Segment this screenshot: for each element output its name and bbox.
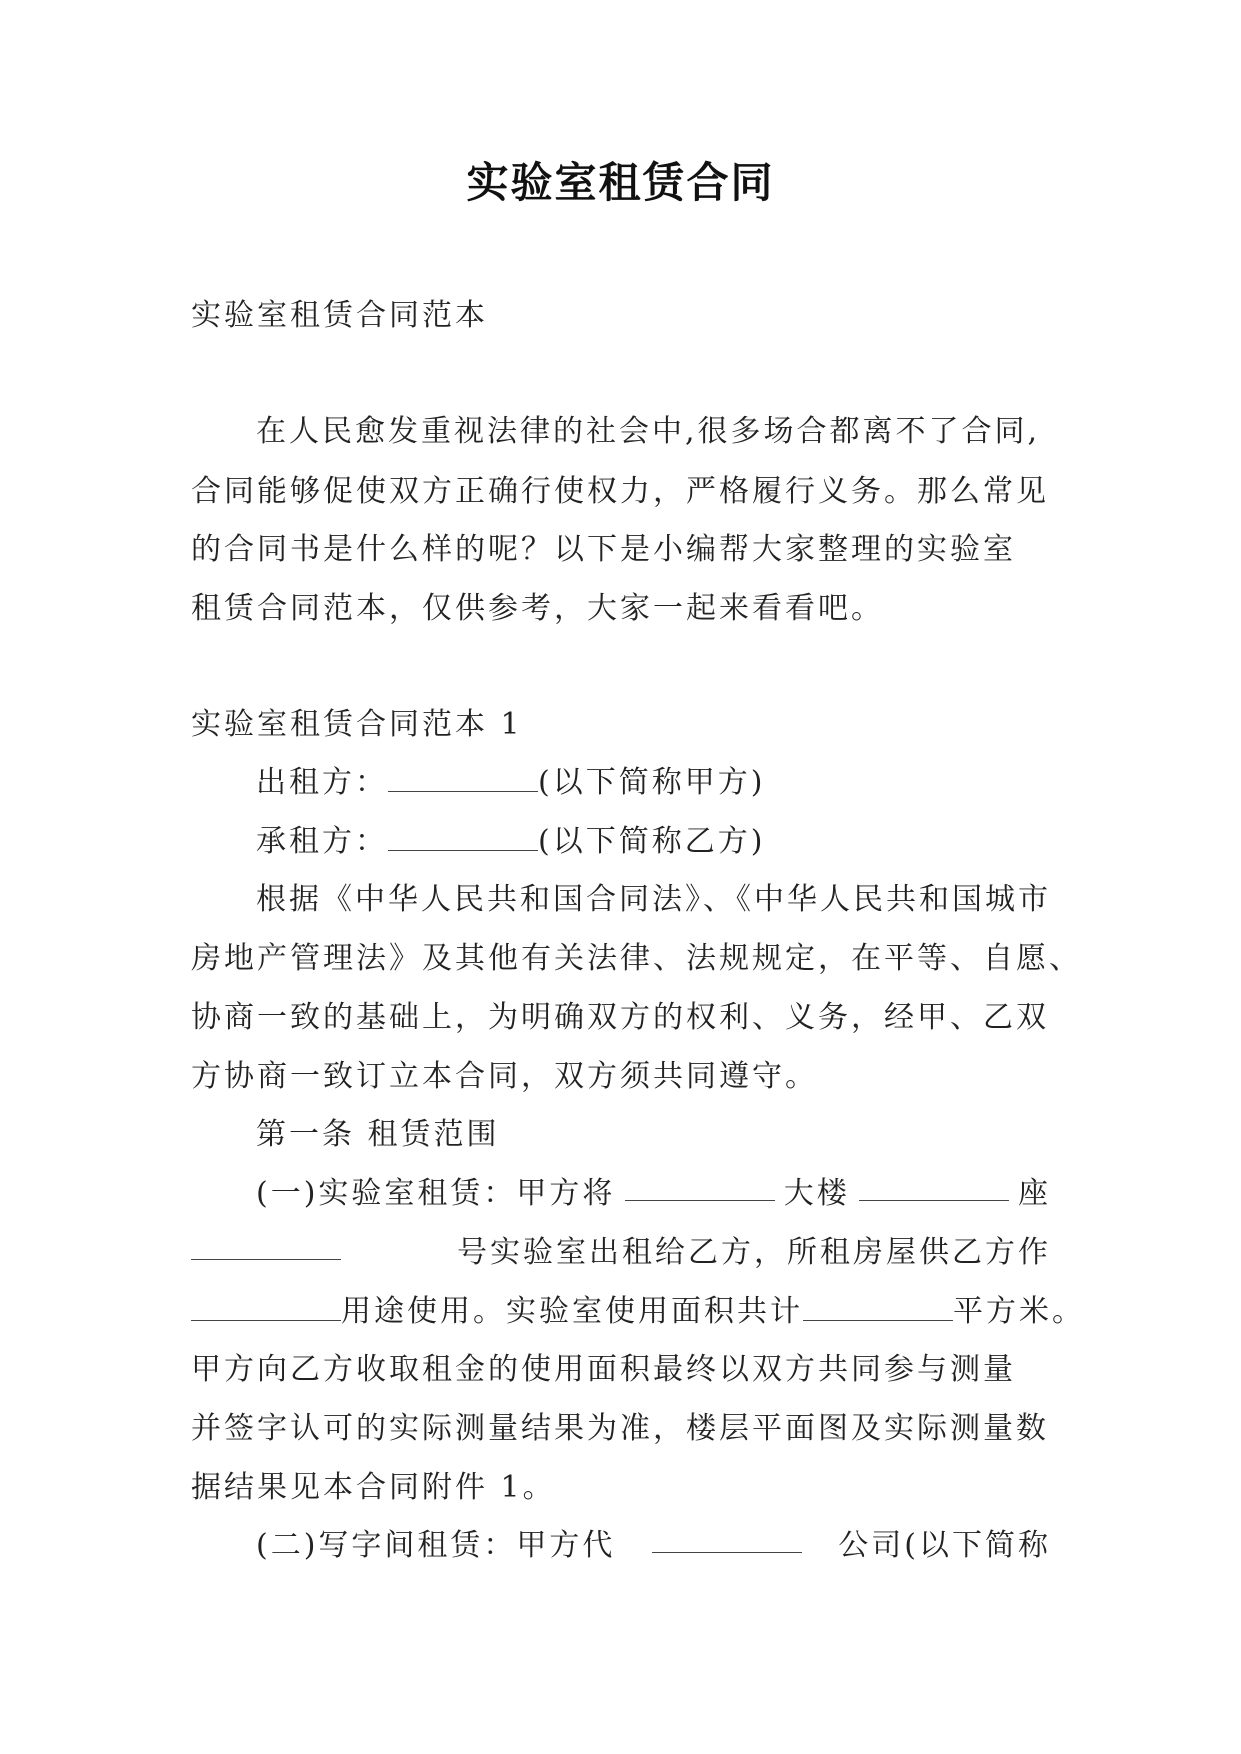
- lessee-line: [256, 822, 1116, 862]
- page-title: 实验室租赁合同: [466, 158, 775, 207]
- lessee-blank: [388, 824, 538, 851]
- clause-2-text-a: (二)写字间租赁：甲方代: [256, 1528, 616, 1563]
- lessor-line: [256, 763, 1116, 803]
- building-blank: [625, 1174, 775, 1201]
- lessee-suffix: (以下简称乙方): [538, 824, 766, 859]
- basis-line-3: 协商一致的基础上，为明确双方的权利、义务，经甲、乙双: [191, 1000, 1049, 1035]
- lessor-suffix: (以下简称甲方): [538, 765, 766, 800]
- intro-line-2: 合同能够促使双方正确行使权力，严格履行义务。那么常见: [191, 474, 1049, 509]
- clause-1-line-2: [191, 1233, 1051, 1273]
- clause-1-text-b: 大楼: [783, 1176, 850, 1211]
- subtitle: 实验室租赁合同范本: [191, 298, 488, 333]
- intro-line-4: 租赁合同范本，仅供参考，大家一起来看看吧。: [191, 591, 884, 626]
- section-heading: 实验室租赁合同范本 1: [191, 707, 523, 742]
- area-blank: [803, 1294, 953, 1321]
- clause-2-text-b: 公司(以下简称: [838, 1528, 1051, 1563]
- basis-line-4: 方协商一致订立本合同，双方须共同遵守。: [191, 1059, 818, 1094]
- basis-line-2: 房地产管理法》及其他有关法律、法规规定，在平等、自愿、: [191, 941, 1082, 976]
- lessor-blank: [388, 765, 538, 792]
- clause-1-line-5: 并签字认可的实际测量结果为准，楼层平面图及实际测量数: [191, 1411, 1049, 1446]
- clause-1-line-3: [191, 1292, 1085, 1332]
- clause-1-text-f: 平方米。: [953, 1294, 1085, 1329]
- article-1-heading: 第一条 租赁范围: [256, 1117, 500, 1152]
- company-blank: [652, 1526, 802, 1553]
- clause-1-line-4: 甲方向乙方收取租金的使用面积最终以双方共同参与测量: [191, 1352, 1016, 1387]
- lessor-label: 出租方：: [256, 765, 388, 800]
- clause-1-line-1: [256, 1174, 1051, 1214]
- block-blank: [859, 1174, 1009, 1201]
- room-number-blank: [191, 1233, 341, 1260]
- clause-1-text-c: 座: [1017, 1176, 1051, 1211]
- lessee-label: 承租方：: [256, 824, 388, 859]
- clause-2-line-1: [256, 1526, 1051, 1566]
- intro-line-1: 在人民愈发重视法律的社会中,很多场合都离不了合同,: [256, 414, 1041, 449]
- usage-blank: [191, 1294, 341, 1321]
- clause-1-text-d: 号实验室出租给乙方，所租房屋供乙方作: [457, 1235, 1051, 1270]
- intro-line-3: 的合同书是什么样的呢？以下是小编帮大家整理的实验室: [191, 532, 1016, 567]
- clause-1-text-e: 用途使用。实验室使用面积共计: [341, 1294, 803, 1329]
- clause-1-text-a: (一)实验室租赁：甲方将: [256, 1176, 616, 1211]
- basis-line-1: 根据《中华人民共和国合同法》、《中华人民共和国城市: [256, 882, 1051, 917]
- clause-1-line-6: 据结果见本合同附件 1。: [191, 1470, 556, 1505]
